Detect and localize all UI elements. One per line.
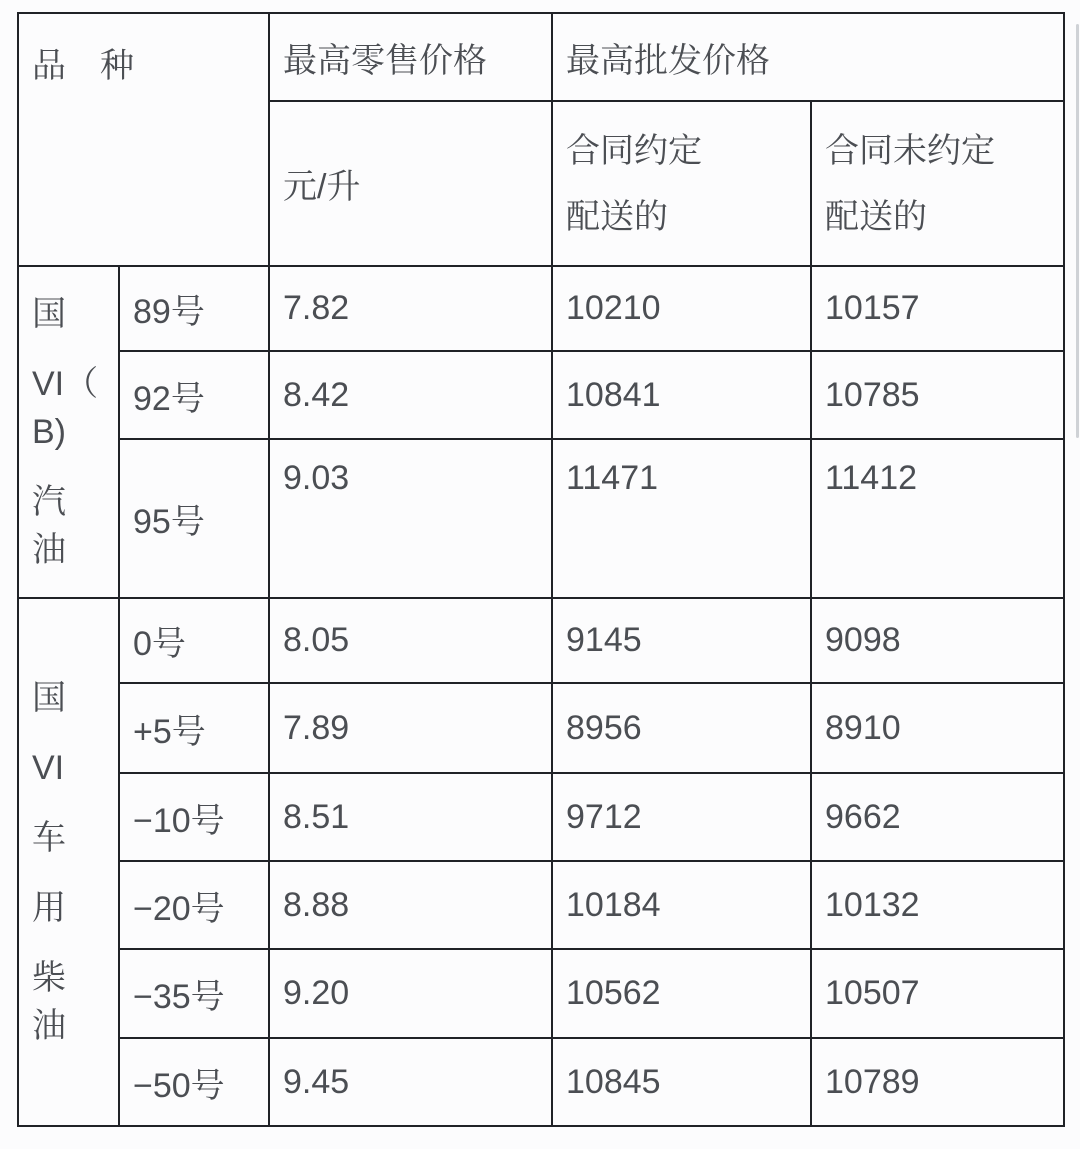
scrollbar-thumb[interactable]	[1076, 24, 1079, 438]
uncontracted-value-cell: 10789	[811, 1038, 1064, 1126]
retail-value-cell: 9.03	[269, 439, 552, 598]
group-label-line: 柴 油	[32, 959, 66, 1045]
grade-cell: 0号	[119, 598, 269, 683]
grade-cell: −20号	[119, 861, 269, 949]
table-row	[18, 949, 1064, 1038]
group-label-line: 国	[32, 295, 66, 333]
retail-unit-cell: 元/升	[269, 101, 552, 266]
max-wholesale-price-header: 最高批发价格	[552, 13, 1064, 101]
retail-value-cell: 7.82	[269, 266, 552, 351]
uncontracted-value-cell: 11412	[811, 439, 1064, 598]
contracted-value-cell: 8956	[552, 683, 811, 773]
retail-value-cell: 9.45	[269, 1038, 552, 1126]
uncontracted-value-cell: 10132	[811, 861, 1064, 949]
max-retail-price-header: 最高零售价格	[269, 13, 552, 101]
contracted-value-cell: 9145	[552, 598, 811, 683]
contracted-value-cell: 10184	[552, 861, 811, 949]
group-label-diesel	[18, 598, 119, 1126]
contracted-value-cell: 9712	[552, 773, 811, 861]
group-label-gasoline	[18, 266, 119, 598]
uncontracted-value-cell: 9098	[811, 598, 1064, 683]
uncontracted-value-cell: 9662	[811, 773, 1064, 861]
contracted-value-cell: 10210	[552, 266, 811, 351]
table-row	[18, 598, 1064, 683]
group-label-line: VI（ B)	[32, 365, 99, 451]
grade-cell: −10号	[119, 773, 269, 861]
grade-cell: −35号	[119, 949, 269, 1038]
table-row	[18, 1038, 1064, 1126]
table-row	[18, 439, 1064, 598]
grade-cell: +5号	[119, 683, 269, 773]
group-label-line: 汽 油	[32, 483, 66, 569]
contracted-value-cell: 11471	[552, 439, 811, 598]
uncontracted-delivery-header: 合同未约定 配送的	[811, 101, 1064, 266]
retail-value-cell: 7.89	[269, 683, 552, 773]
group-label-line: VI	[32, 749, 65, 787]
group-label-line: 用	[32, 889, 66, 927]
retail-value-cell: 8.51	[269, 773, 552, 861]
variety-header-cell: 品 种	[18, 13, 269, 266]
contracted-value-cell: 10562	[552, 949, 811, 1038]
contracted-value-cell: 10841	[552, 351, 811, 439]
uncontracted-value-cell: 8910	[811, 683, 1064, 773]
grade-cell: 89号	[119, 266, 269, 351]
table-row	[18, 266, 1064, 351]
retail-value-cell: 8.88	[269, 861, 552, 949]
table-row	[18, 351, 1064, 439]
fuel-price-table	[17, 12, 1065, 1127]
contracted-value-cell: 10845	[552, 1038, 811, 1126]
retail-value-cell: 8.05	[269, 598, 552, 683]
retail-value-cell: 8.42	[269, 351, 552, 439]
grade-cell: 92号	[119, 351, 269, 439]
table-row	[18, 861, 1064, 949]
uncontracted-value-cell: 10785	[811, 351, 1064, 439]
table-row	[18, 683, 1064, 773]
group-label-line: 国	[32, 679, 66, 717]
contracted-delivery-header: 合同约定 配送的	[552, 101, 811, 266]
table-row	[18, 773, 1064, 861]
header-row-1	[18, 13, 1064, 101]
uncontracted-value-cell: 10507	[811, 949, 1064, 1038]
group-label-line: 车	[32, 819, 66, 857]
uncontracted-value-cell: 10157	[811, 266, 1064, 351]
grade-cell: 95号	[119, 439, 269, 598]
grade-cell: −50号	[119, 1038, 269, 1126]
retail-value-cell: 9.20	[269, 949, 552, 1038]
